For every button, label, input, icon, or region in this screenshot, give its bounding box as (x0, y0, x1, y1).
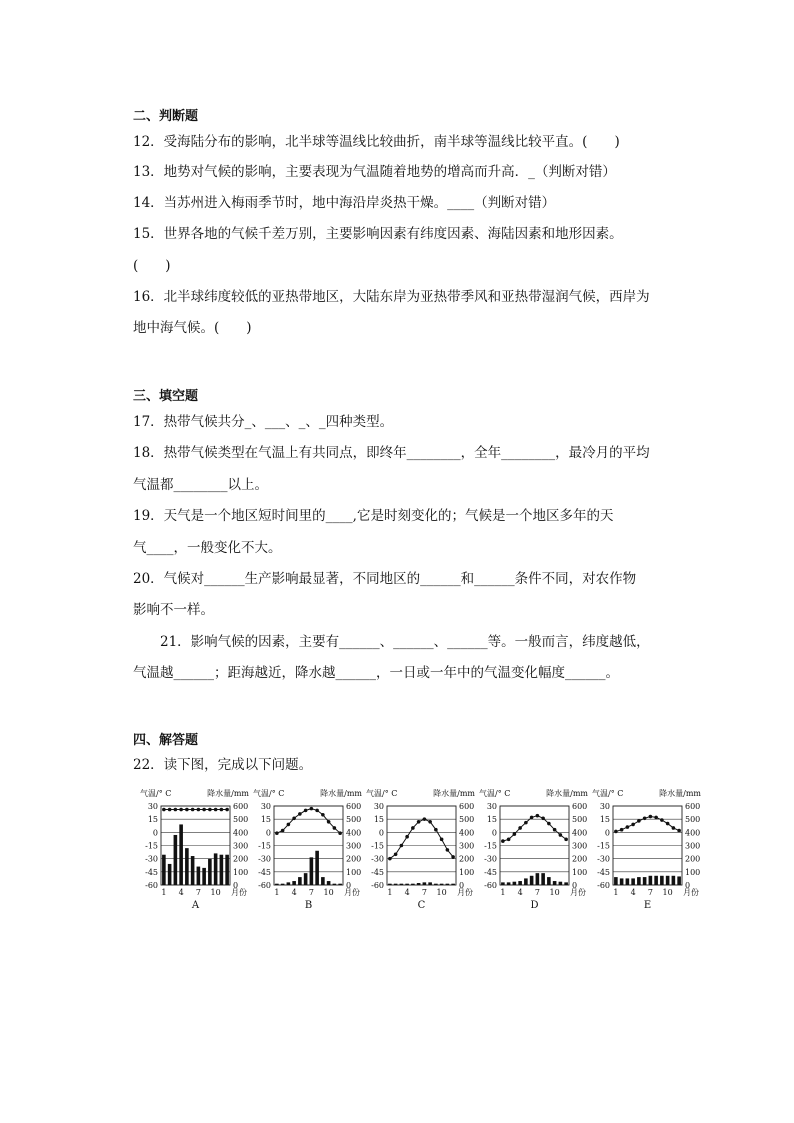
temperature-point (547, 822, 551, 826)
temperature-point (338, 831, 342, 835)
precip-tick-label: 600 (346, 802, 362, 811)
precip-bar (654, 876, 658, 885)
precip-axis-label: 降水量/mm (659, 789, 701, 798)
precip-tick-label: 500 (346, 815, 362, 825)
question-19-cont: 气____，一般变化不大。 (133, 540, 282, 556)
question-15: 15．世界各地的气候千差万别，主要影响因素有纬度因素、海陆因素和地形因素。 (133, 226, 623, 242)
precip-bar (321, 877, 325, 885)
question-21: 21．影响气候的因素，主要有______、______、______等。一般而言，纬度越低， (160, 634, 650, 650)
temperature-point (214, 808, 218, 812)
temp-tick-label: 0 (378, 828, 384, 838)
precip-tick-label: 600 (459, 802, 475, 811)
question-14: 14．当苏州进入梅雨季节时，地中海沿岸炎热干燥。____（判断对错） (133, 195, 556, 211)
temp-tick-label: 15 (599, 815, 610, 825)
precip-bar (220, 855, 224, 885)
temperature-point (564, 838, 568, 842)
precip-bar (530, 876, 534, 885)
precip-tick-label: 100 (572, 867, 588, 877)
temperature-point (614, 830, 618, 834)
temperature-point (660, 818, 664, 822)
precip-bar (287, 882, 291, 885)
question-21-cont: 气温越______；距海越近，降水越______，一日或一年中的气温变化幅度______。 (133, 665, 619, 681)
temp-tick-label: -45 (145, 867, 158, 877)
precip-bar (400, 884, 404, 885)
precip-bar (197, 867, 201, 885)
temperature-point (518, 826, 522, 830)
precip-bar (304, 873, 308, 885)
temp-tick-label: -45 (597, 867, 610, 877)
question-22: 22．读下图，完成以下问题。 (133, 757, 313, 773)
climate-chart-a (140, 788, 250, 916)
precip-bar (507, 882, 511, 885)
month-tick-label: 1 (500, 888, 506, 897)
precip-bar (524, 878, 528, 885)
precip-bar (423, 882, 427, 885)
month-tick-label: 7 (534, 888, 540, 897)
temperature-point (185, 808, 189, 812)
precip-bar (518, 881, 522, 885)
temp-tick-label: 0 (604, 828, 610, 838)
temperature-point (411, 826, 415, 830)
temperature-line (277, 809, 340, 834)
temperature-line (616, 817, 679, 832)
temperature-point (292, 816, 296, 820)
precip-tick-label: 400 (459, 828, 475, 838)
month-tick-label: 10 (323, 888, 334, 897)
temp-tick-label: -45 (371, 867, 384, 877)
month-tick-label: 10 (210, 888, 221, 897)
precip-bar (315, 851, 319, 885)
month-unit-label: 月份 (231, 888, 247, 897)
precip-bar (208, 859, 212, 885)
temperature-point (197, 808, 201, 812)
precip-tick-label: 300 (685, 841, 701, 851)
temperature-point (637, 819, 641, 823)
precip-tick-label: 300 (346, 841, 362, 851)
climate-chart-d (479, 788, 589, 916)
precip-tick-label: 100 (685, 867, 701, 877)
precip-bar (191, 856, 195, 885)
temperature-point (440, 838, 444, 842)
temperature-point (202, 808, 206, 812)
temp-tick-label: -60 (145, 881, 158, 890)
precip-bar (174, 835, 178, 885)
precip-bar (338, 884, 342, 885)
month-tick-label: 1 (613, 888, 619, 897)
precip-bar (428, 882, 432, 885)
month-tick-label: 1 (274, 888, 280, 897)
temperature-point (423, 817, 427, 821)
temperature-point (672, 826, 676, 830)
precip-tick-label: 600 (685, 802, 701, 811)
temp-tick-label: 30 (260, 802, 271, 811)
temp-tick-label: 15 (486, 815, 497, 825)
precip-bar (214, 853, 218, 885)
temp-tick-label: 30 (147, 802, 158, 811)
temperature-point (225, 808, 229, 812)
precip-tick-label: 300 (459, 841, 475, 851)
precip-bar (553, 881, 557, 885)
month-tick-label: 7 (308, 888, 314, 897)
section-title-fill: 三、填空题 (133, 389, 199, 404)
precip-bar (434, 884, 438, 885)
temp-tick-label: -15 (597, 841, 610, 851)
temp-axis-label: 气温/° C (479, 789, 511, 798)
precip-bar (649, 876, 653, 885)
precip-bar (388, 884, 392, 885)
month-tick-label: 4 (291, 888, 297, 897)
temperature-point (428, 820, 432, 824)
precip-bar (298, 877, 302, 885)
temp-tick-label: -45 (258, 867, 271, 877)
temperature-point (530, 816, 534, 820)
month-unit-label: 月份 (683, 888, 699, 897)
section-title-answer: 四、解答题 (133, 733, 199, 748)
temperature-point (677, 829, 681, 833)
precip-bar (225, 855, 229, 885)
precip-bar (536, 873, 540, 885)
precip-tick-label: 200 (459, 854, 475, 864)
precip-tick-label: 200 (685, 854, 701, 864)
climate-chart-c (366, 788, 476, 916)
precip-bar (666, 876, 670, 885)
temperature-point (327, 820, 331, 824)
temp-tick-label: -30 (484, 854, 497, 864)
precip-bar (541, 873, 545, 885)
precip-bar (637, 877, 641, 885)
month-tick-label: 7 (195, 888, 201, 897)
temp-tick-label: -60 (597, 881, 610, 890)
temp-tick-label: -60 (371, 881, 384, 890)
temp-tick-label: -30 (258, 854, 271, 864)
precip-bar (501, 882, 505, 885)
question-19: 19．天气是一个地区短时间里的____,它是时刻变化的；气候是一个地区多年的天 (133, 508, 614, 524)
temp-tick-label: -15 (145, 841, 158, 851)
temp-tick-label: 15 (147, 815, 158, 825)
precip-bar (677, 876, 681, 885)
precip-axis-label: 降水量/mm (207, 789, 249, 798)
temp-tick-label: 30 (599, 802, 610, 811)
precip-bar (162, 855, 166, 885)
precip-bar (559, 882, 563, 885)
temp-tick-label: -30 (371, 854, 384, 864)
temp-tick-label: 15 (373, 815, 384, 825)
temp-axis-label: 气温/° C (140, 789, 172, 798)
precip-bar (333, 884, 337, 885)
precip-tick-label: 400 (572, 828, 588, 838)
precip-tick-label: 500 (685, 815, 701, 825)
temperature-point (405, 835, 409, 839)
precip-bar (451, 884, 455, 885)
precip-bar (631, 878, 635, 885)
temperature-point (400, 844, 404, 848)
temperature-point (524, 821, 528, 825)
temperature-point (666, 822, 670, 826)
temperature-point (446, 848, 450, 852)
temp-tick-label: 0 (152, 828, 158, 838)
temperature-point (333, 826, 337, 830)
month-unit-label: 月份 (457, 888, 473, 897)
temperature-point (541, 816, 545, 820)
month-tick-label: 10 (662, 888, 673, 897)
precip-bar (179, 824, 183, 885)
precip-axis-label: 降水量/mm (433, 789, 475, 798)
chart-title: C (417, 900, 426, 911)
temperature-point (536, 814, 540, 818)
precip-tick-label: 400 (233, 828, 249, 838)
question-18-cont: 气温都________以上。 (133, 477, 268, 493)
month-tick-label: 4 (517, 888, 523, 897)
precip-bar (660, 876, 664, 885)
chart-title: E (643, 900, 652, 911)
precip-bar (614, 877, 618, 885)
question-18: 18．热带气候类型在气温上有共同点，即终年________，全年________，最冷月的平均 (133, 445, 650, 461)
precip-tick-label: 200 (233, 854, 249, 864)
temperature-point (501, 839, 505, 843)
temperature-line (390, 819, 453, 859)
precip-bar (310, 857, 314, 885)
temp-tick-label: -15 (258, 841, 271, 851)
temp-tick-label: -15 (484, 841, 497, 851)
precip-bar (643, 877, 647, 885)
month-tick-label: 1 (161, 888, 167, 897)
temperature-point (451, 855, 455, 859)
precip-bar (564, 882, 568, 885)
section-title-judge: 二、判断题 (133, 109, 199, 124)
precip-bar (281, 884, 285, 885)
month-unit-label: 月份 (344, 888, 360, 897)
temperature-point (310, 807, 314, 811)
precip-bar (405, 884, 409, 885)
precip-tick-label: 100 (346, 867, 362, 877)
precip-tick-label: 0 (685, 881, 691, 890)
temperature-point (208, 808, 212, 812)
temp-tick-label: 30 (373, 802, 384, 811)
temperature-point (417, 820, 421, 824)
climate-chart-e (592, 788, 702, 916)
month-tick-label: 4 (630, 888, 636, 897)
temp-axis-label: 气温/° C (253, 789, 285, 798)
question-20-cont: 影响不一样。 (133, 602, 214, 618)
temp-tick-label: 0 (491, 828, 497, 838)
chart-title: D (530, 900, 539, 911)
precip-bar (394, 884, 398, 885)
question-17: 17．热带气候共分_、___、_、_四种类型。 (133, 414, 394, 430)
precip-bar (202, 868, 206, 885)
temperature-point (507, 838, 511, 842)
temp-tick-label: -60 (484, 881, 497, 890)
chart-title: A (191, 900, 200, 911)
month-tick-label: 1 (387, 888, 393, 897)
precip-bar (327, 881, 331, 885)
question-20: 20．气候对______生产影响最显著，不同地区的______和______条件不同，对农作物 (133, 571, 637, 587)
question-16: 16．北半球纬度较低的亚热带地区，大陆东岸为亚热带季风和亚热带湿润气候，西岸为 (133, 289, 650, 305)
temp-tick-label: 30 (486, 802, 497, 811)
temperature-line (503, 816, 566, 841)
temperature-point (626, 825, 630, 829)
climate-chart-b (253, 788, 363, 916)
precip-tick-label: 500 (459, 815, 475, 825)
month-tick-label: 10 (549, 888, 560, 897)
precip-tick-label: 500 (233, 815, 249, 825)
temperature-point (643, 816, 647, 820)
precip-bar (417, 883, 421, 885)
temperature-point (631, 823, 635, 827)
temperature-point (394, 852, 398, 856)
precip-bar (275, 884, 279, 885)
precip-axis-label: 降水量/mm (546, 789, 588, 798)
temp-tick-label: -30 (597, 854, 610, 864)
temperature-point (275, 831, 279, 835)
temp-tick-label: -45 (484, 867, 497, 877)
temperature-point (315, 809, 319, 813)
precip-tick-label: 600 (233, 802, 249, 811)
precip-bar (446, 884, 450, 885)
temperature-point (298, 812, 302, 816)
temperature-point (559, 833, 563, 837)
month-unit-label: 月份 (570, 888, 586, 897)
temperature-point (287, 823, 291, 827)
precip-bar (411, 884, 415, 885)
precip-tick-label: 400 (685, 828, 701, 838)
temp-axis-label: 气温/° C (366, 789, 398, 798)
temperature-point (179, 808, 183, 812)
precip-bar (620, 878, 624, 885)
precip-bar (440, 884, 444, 885)
temperature-point (649, 815, 653, 819)
month-tick-label: 4 (178, 888, 184, 897)
question-16-cont: 地中海气候。( ) (133, 320, 252, 336)
precip-tick-label: 600 (572, 802, 588, 811)
temp-axis-label: 气温/° C (592, 789, 624, 798)
temperature-point (434, 828, 438, 832)
month-tick-label: 7 (647, 888, 653, 897)
precip-bar (168, 864, 172, 885)
temp-tick-label: 0 (265, 828, 271, 838)
precip-tick-label: 300 (572, 841, 588, 851)
precip-bar (292, 881, 296, 885)
precip-tick-label: 200 (572, 854, 588, 864)
precip-tick-label: 100 (233, 867, 249, 877)
precip-tick-label: 0 (572, 881, 578, 890)
month-tick-label: 4 (404, 888, 410, 897)
precip-tick-label: 0 (459, 881, 465, 890)
temperature-point (388, 857, 392, 861)
temperature-point (304, 809, 308, 813)
precip-axis-label: 降水量/mm (320, 789, 362, 798)
precip-tick-label: 500 (572, 815, 588, 825)
chart-title: B (304, 900, 313, 911)
precip-bar (626, 878, 630, 885)
temp-tick-label: 15 (260, 815, 271, 825)
precip-bar (185, 848, 189, 885)
precip-bar (672, 876, 676, 885)
temperature-point (281, 829, 285, 833)
temperature-point (168, 808, 172, 812)
temperature-point (191, 808, 195, 812)
temperature-point (513, 832, 517, 836)
precip-tick-label: 400 (346, 828, 362, 838)
precip-tick-label: 100 (459, 867, 475, 877)
question-13: 13．地势对气候的影响，主要表现为气温随着地势的增高而升高．_（判断对错） (133, 164, 616, 180)
question-15-bracket: ( ) (133, 258, 171, 274)
temp-tick-label: -30 (145, 854, 158, 864)
precip-tick-label: 300 (233, 841, 249, 851)
temperature-point (321, 813, 325, 817)
precip-tick-label: 0 (346, 881, 352, 890)
precip-bar (513, 882, 517, 885)
month-tick-label: 7 (421, 888, 427, 897)
temp-tick-label: -60 (258, 881, 271, 890)
temperature-point (220, 808, 224, 812)
month-tick-label: 10 (436, 888, 447, 897)
temperature-point (162, 808, 166, 812)
precip-tick-label: 200 (346, 854, 362, 864)
temperature-point (654, 816, 658, 820)
temperature-point (553, 828, 557, 832)
temp-tick-label: -15 (371, 841, 384, 851)
temperature-point (620, 828, 624, 832)
temperature-point (174, 808, 178, 812)
precip-tick-label: 0 (233, 881, 239, 890)
precip-bar (547, 877, 551, 885)
question-12: 12．受海陆分布的影响，北半球等温线比较曲折，南半球等温线比较平直。( ) (133, 134, 620, 150)
